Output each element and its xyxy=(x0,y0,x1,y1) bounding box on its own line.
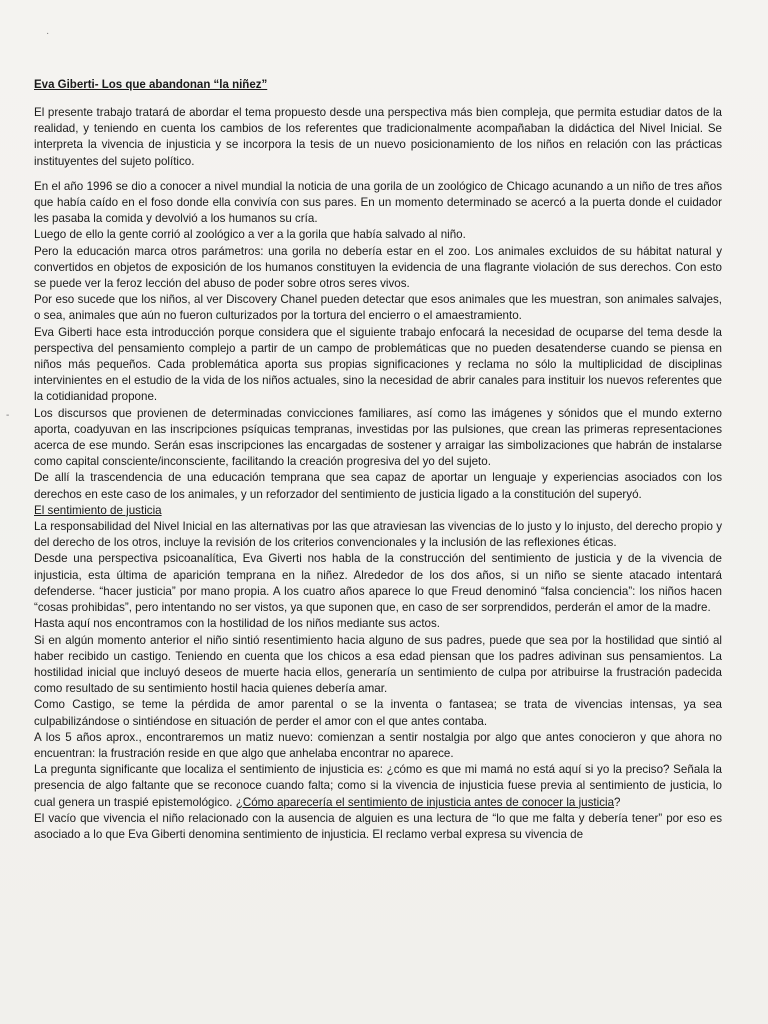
last-paragraph: El vacío que vivencia el niño relacionado con la ausencia de alguien es una lectura de “lo que me falta y debería tener” por eso es asociado a lo que Eva Giberti denomina sentimiento de injusticia. El reclamo verbal expresa su vivencia de xyxy=(34,811,722,841)
section-paragraph: Hasta aquí nos encontramos con la hostilidad de los niños mediante sus actos. xyxy=(34,617,441,631)
question-mark: ? xyxy=(614,795,621,809)
scan-speck: - xyxy=(6,410,10,421)
scan-speck: · xyxy=(46,28,50,39)
body-paragraph: Pero la educación marca otros parámetros: una gorila no debería estar en el zoo. Los animales excluidos de su hábitat natural y convertidos en objetos de exposición de los humanos constituyen la evidencia de una flagrante violación de sus derechos. Con esto se puede ver la feroz lección del abuso de poder sobre otros seres vivos. xyxy=(34,244,722,291)
body-paragraph: Eva Giberti hace esta introducción porque considera que el siguiente trabajo enfocará la necesidad de ocuparse del tema desde la perspectiva del pensamiento complejo a partir de un campo de problemáticas que no pueden desatenderse cuando se piensa en niños más pequeños. Cada problemática aporta sus propias significaciones y reclama no sólo la multiplicidad de disciplinas intervinientes en el estudio de la vida de los niños actuales, sino la necesidad de abrir canales para instituir los nuevos referentes que la cotidianidad propone. xyxy=(34,325,722,404)
question-text: La pregunta significante que localiza el sentimiento de injusticia es: ¿cómo es que mi mamá no está aquí si yo la preciso? Señala la presencia de algo faltante que se reconoce cuando falta; como si la vivencia de injusticia fuese previa al sentimiento de justicia, lo cual genera un traspié epistemológico. xyxy=(34,763,722,809)
section-heading: El sentimiento de justicia xyxy=(34,503,162,517)
body-paragraph: Los discursos que provienen de determinadas convicciones familiares, así como las imágenes y sónidos que el mundo externo aporta, coadyuvan en las inscripciones psíquicas tempranas, investidas por las pulsiones, que crean las primeras representaciones acerca de ese mundo. Serán esas inscripciones las encargadas de sostener y arraigar las simbolizaciones que habrán de instalarse como capital consciente/inconsciente, facilitando la creación progresiva del yo del sujeto. xyxy=(34,406,722,469)
body-paragraph: Por eso sucede que los niños, al ver Discovery Chanel pueden detectar que esos animales que les muestran, son animales salvajes, o sea, animales que aún no fueron culturizados por la tortura del encierro o el amaestramiento. xyxy=(34,293,722,323)
body-paragraph: De allí la trascendencia de una educación temprana que sea capaz de aportar un lenguaje y experiencias asociados con los derechos en este caso de los animales, y un reforzador del sentimiento de justicia ligado a la constitución del superyó. xyxy=(34,471,722,501)
body-paragraph: Luego de ello la gente corrió al zoológico a ver a la gorila que había salvado al niño. xyxy=(34,228,466,242)
question-paragraph xyxy=(34,762,722,811)
section-paragraph: La responsabilidad del Nivel Inicial en las alternativas por las que atraviesan las vivencias de lo justo y lo injusto, del derecho propio y del derecho de los otros, incluye la revisión de los criterios convencionales y la inclusión de las reflexiones éticas. xyxy=(34,520,722,550)
section-paragraph: Desde una perspectiva psicoanalítica, Eva Giverti nos habla de la construcción del sentimiento de justicia y de la vivencia de injusticia, esta última de aparición temprana en la niñez. Alrededor de los dos años, si un niño se siente atacado intentará defenderse. “hacer justicia” por mano propia. A los cuatro años aparece lo que Freud denominó “falsa conciencia”: los niños hacen “cosas prohibidas”, pero intentando no ser vistos, ya que suponen que, en caso de ser sorprendidos, perderán el amor de la madre. xyxy=(34,552,722,615)
document-title: Eva Giberti- Los que abandonan “la niñez” xyxy=(34,79,268,91)
section-paragraph: Como Castigo, se teme la pérdida de amor parental o se la inventa o fantasea; se trata de vivencias intensas, ya sea culpabilizándose o sintiéndose en situación de perder el amor con el que antes contaba. xyxy=(34,698,722,728)
intro-paragraph: El presente trabajo tratará de abordar el tema propuesto desde una perspectiva más bien compleja, que permita estudiar datos de la realidad, y teniendo en cuenta los cambios de los referentes que tradicionalmente acompañaban la didáctica del Nivel Inicial. Se interpreta la vivencia de injusticia y se incorpora la tesis de un nuevo posicionamiento de los niños en relación con las prácticas instituyentes del sujeto político. xyxy=(34,106,722,168)
section-paragraph: A los 5 años aprox., encontraremos un matiz nuevo: comienzan a sentir nostalgia por algo que antes conocieron y que ahora no encuentran: la frustración reside en que algo que anhelaba encontrar no aparece. xyxy=(34,730,722,760)
section-paragraph: Si en algún momento anterior el niño sintió resentimiento hacia alguno de sus padres, puede que sea por la hostilidad que sintió al haber recibido un castigo. Teniendo en cuenta que los chicos a esa edad piensan que los padres adivinan sus pensamientos. La hostilidad inicial que incluyó deseos de muerte hacia ellos, generaría un sentimiento de culpa por atribuirse la frustración padecida como resultado de su sentimiento hostil hacia quienes debería amar. xyxy=(34,633,722,696)
body-paragraph: En el año 1996 se dio a conocer a nivel mundial la noticia de una gorila de un zoológico de Chicago acunando a un niño de tres años que había caído en el foso donde ella convivía con sus pares. En un momento determinado se acercó a la puerta donde el cuidador les pasaba la comida y devolvió a los humanos su cría. xyxy=(34,179,722,226)
underlined-question: ¿Cómo aparecería el sentimiento de injusticia antes de conocer la justicia xyxy=(235,795,615,809)
